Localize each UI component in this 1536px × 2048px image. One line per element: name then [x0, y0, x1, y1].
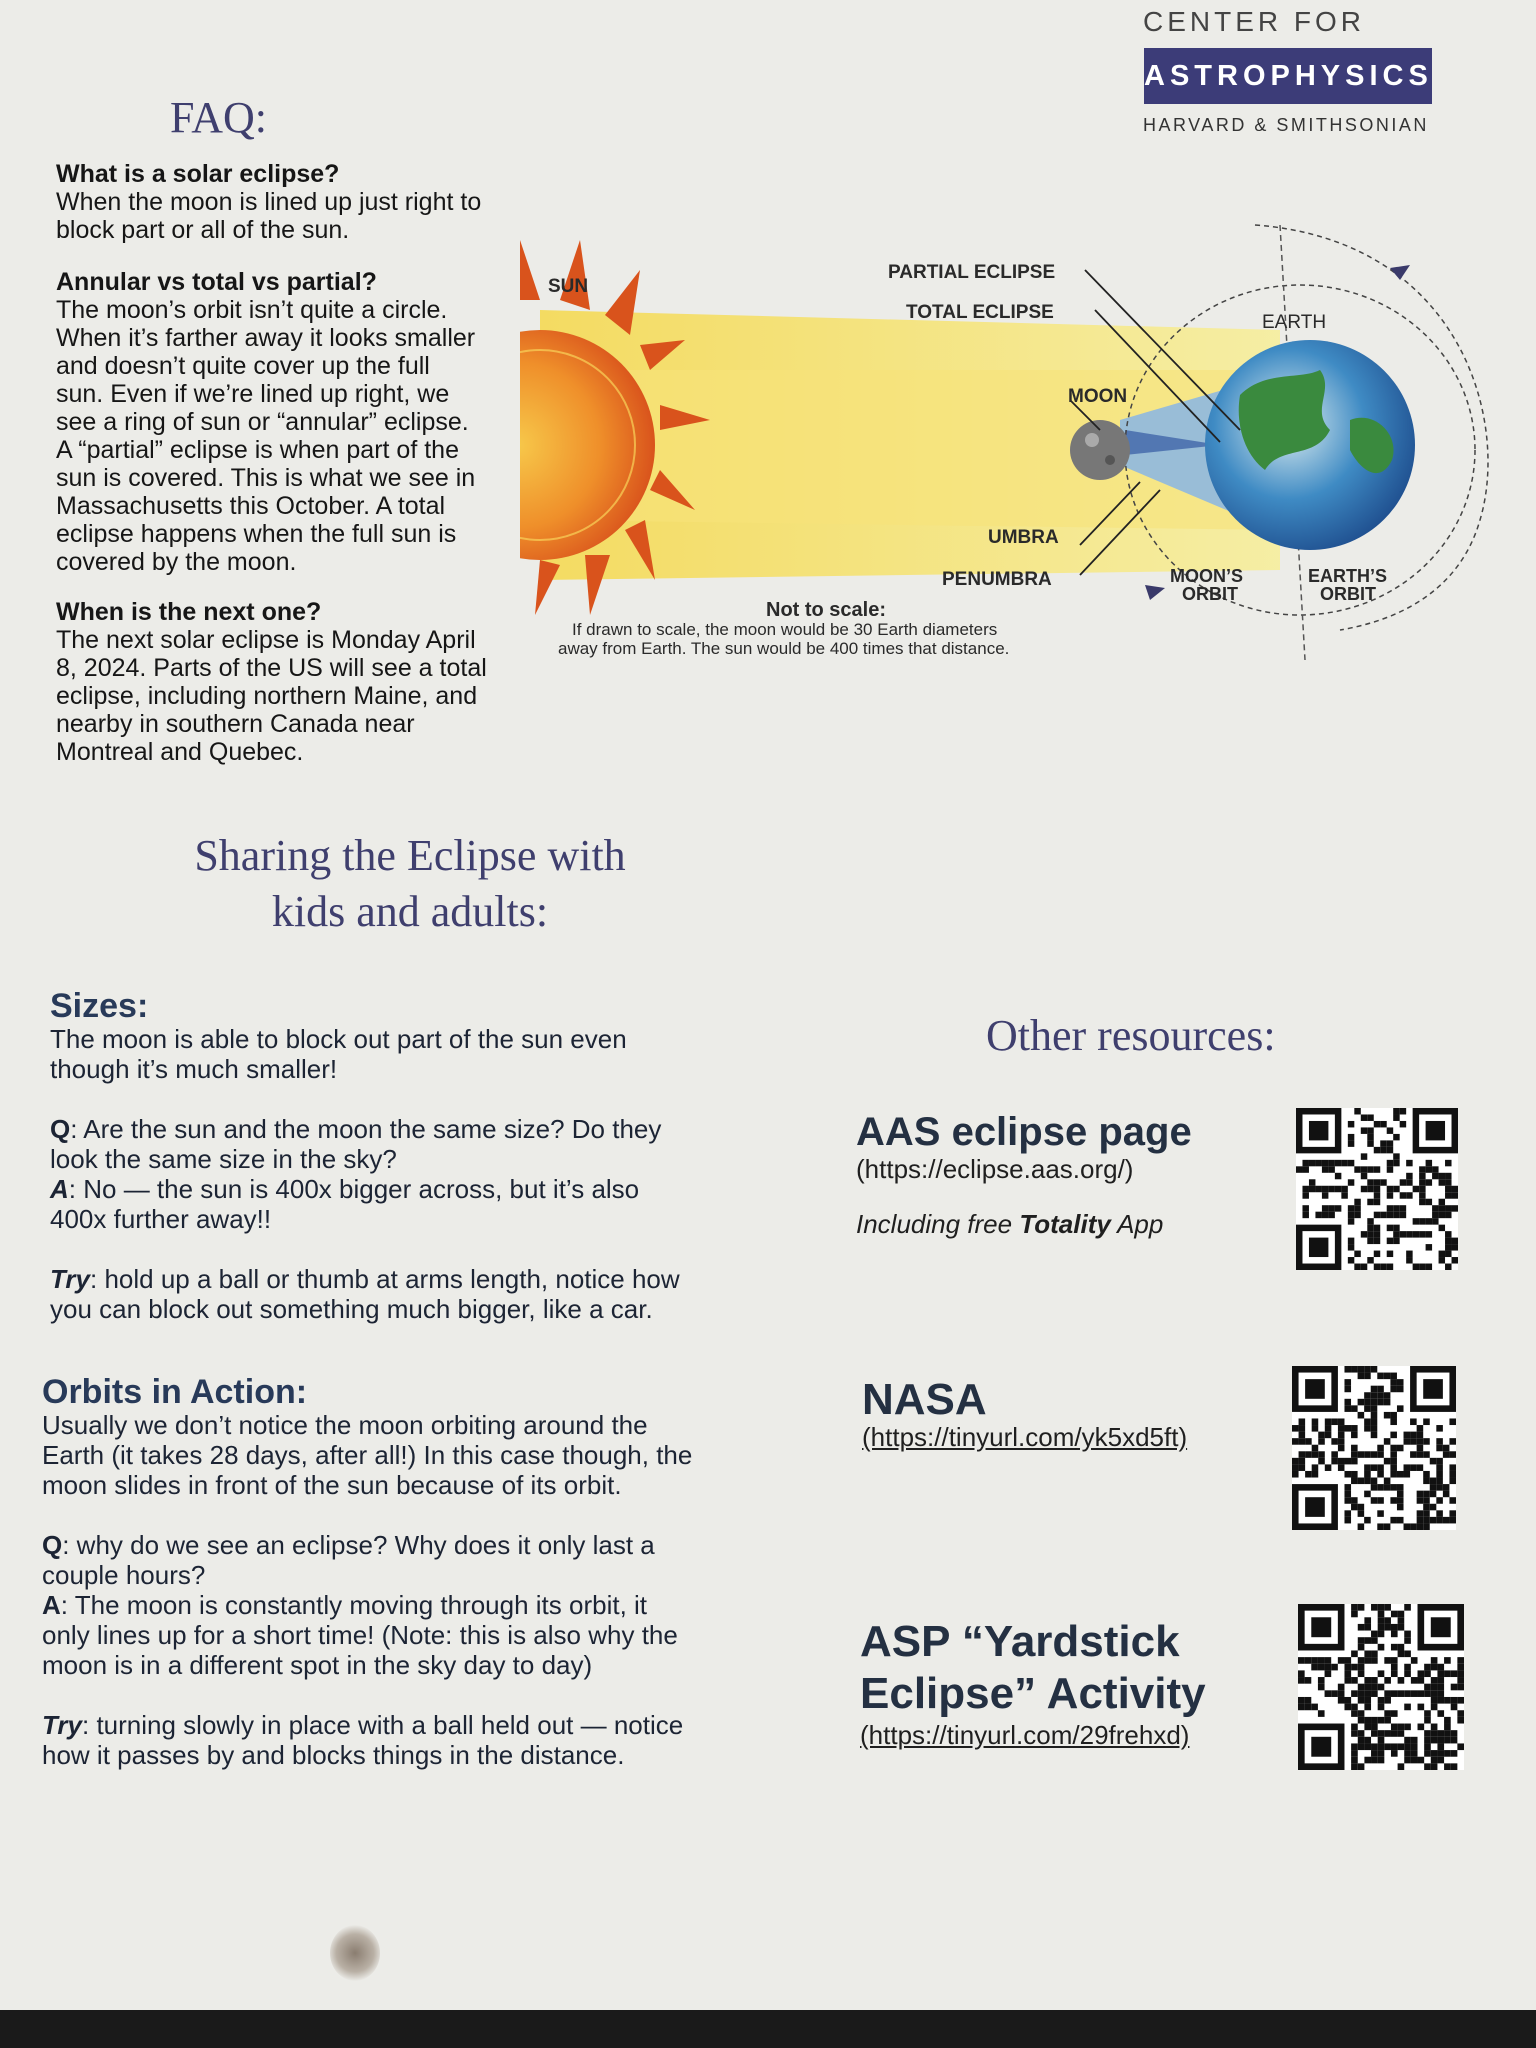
faq-answer-line: 8, 2024. Parts of the US will see a total: [56, 654, 487, 682]
sizes-heading: Sizes:: [50, 987, 149, 1025]
qr-code-asp[interactable]: [1298, 1604, 1464, 1770]
logo-center-for: CENTER FOR: [1143, 6, 1365, 37]
faq-item-3: [56, 598, 526, 766]
faq-answer-line: nearby in southern Canada near: [56, 710, 415, 738]
aas-url[interactable]: (https://eclipse.aas.org/): [856, 1154, 1134, 1184]
diagram-note-line-1: If drawn to scale, the moon would be 30 Earth diameters: [572, 620, 998, 639]
logo-harvard-smithsonian: HARVARD & SMITHSONIAN: [1143, 115, 1429, 135]
resources-heading: Other resources:: [986, 1011, 1276, 1060]
diagram-note-title: Not to scale:: [766, 599, 887, 621]
faq-question: What is a solar eclipse?: [56, 160, 340, 188]
faq-answer-line: see a ring of sun or “annular” eclipse.: [56, 408, 469, 436]
faq-question: When is the next one?: [56, 598, 322, 626]
faq-answer-line: and doesn’t quite cover up the full: [56, 352, 430, 380]
paper-spot: [330, 1925, 380, 1981]
asp-title-line-2: Eclipse” Activity: [860, 1669, 1206, 1718]
sizes-section: Sizes: The moon is able to block out part of the sun even though it’s much smaller! Q: Are the sun and the moon the same size? Do they look the same size in the sky? A: No — the sun is 400x bigger across, but it’s also 400x further away!! Try: hold up a ball or thumb at arms length, notice how you can block out something much bigger, like a car.: [50, 988, 810, 1324]
label-sun: SUN: [548, 276, 589, 297]
nasa-title: NASA: [862, 1375, 987, 1424]
faq-answer-line: eclipse, including northern Maine, and: [56, 682, 478, 710]
resource-aas: [856, 1110, 1276, 1240]
eclipse-diagram: [520, 220, 1520, 670]
logo-astrophysics: ASTROPHYSICS: [1144, 48, 1432, 104]
label-moon: MOON: [1068, 386, 1128, 407]
faq-answer-line: covered by the moon.: [56, 548, 297, 576]
label-moons-orbit-1: MOON’S: [1170, 566, 1244, 586]
orbits-section: Orbits in Action: Usually we don’t notice the moon orbiting around the Earth (it takes 28 days, after all!) In this case though, the moon slides in front of the sun because of its orbit. Q: why do we see an eclipse? Why does it only last a couple hours? A: The moon is constantly moving through its orbit, it only lines up for a short time! (Note: this is also why the moon is in a different spot in the sky day to day) Try: turning slowly in place with a ball held out — notice how it passes by and blocks things in the distance.: [42, 1374, 812, 1770]
resource-nasa: [862, 1375, 1282, 1453]
faq-answer-line: Massachusetts this October. A total: [56, 492, 446, 520]
faq-answer-line: Montreal and Quebec.: [56, 738, 304, 766]
qr-code-nasa[interactable]: [1292, 1366, 1456, 1530]
faq-answer-line: When it’s farther away it looks smaller: [56, 324, 476, 352]
label-umbra: UMBRA: [988, 527, 1059, 548]
label-moons-orbit-2: ORBIT: [1182, 584, 1238, 604]
label-earths-orbit-2: ORBIT: [1320, 584, 1376, 604]
orbits-heading: Orbits in Action:: [42, 1373, 308, 1411]
label-total-eclipse: TOTAL ECLIPSE: [906, 302, 1054, 323]
faq-answer-line: sun is covered. This is what we see in: [56, 464, 476, 492]
resource-asp: [860, 1616, 1300, 1751]
label-partial-eclipse: PARTIAL ECLIPSE: [888, 262, 1056, 283]
faq-question: Annular vs total vs partial?: [56, 268, 377, 296]
faq-answer-line: eclipse happens when the full sun is: [56, 520, 457, 548]
faq-item-1: [56, 160, 516, 244]
faq-answer-line: The next solar eclipse is Monday April: [56, 626, 476, 654]
asp-url[interactable]: (https://tinyurl.com/29frehxd): [860, 1720, 1190, 1750]
label-earth: EARTH: [1262, 312, 1327, 333]
asp-title-line-1: ASP “Yardstick: [860, 1617, 1180, 1666]
sharing-heading: Sharing the Eclipse with kids and adults:: [194, 831, 626, 936]
diagram-note-line-2: away from Earth. The sun would be 400 times that distance.: [558, 639, 1010, 658]
faq-heading: FAQ:: [170, 93, 267, 142]
faq-answer-line: A “partial” eclipse is when part of the: [56, 436, 459, 464]
qr-code-aas[interactable]: [1296, 1108, 1458, 1270]
faq-answer-line: sun. Even if we’re lined up right, we: [56, 380, 450, 408]
faq-answer-line: The moon’s orbit isn’t quite a circle.: [56, 296, 448, 324]
faq-answer-line: When the moon is lined up just right to: [56, 188, 482, 216]
aas-title: AAS eclipse page: [856, 1110, 1192, 1154]
label-earths-orbit-1: EARTH’S: [1308, 566, 1388, 586]
label-penumbra: PENUMBRA: [942, 569, 1052, 590]
nasa-url[interactable]: (https://tinyurl.com/yk5xd5ft): [862, 1422, 1188, 1452]
faq-item-2: [56, 268, 516, 576]
faq-answer-line: block part or all of the sun.: [56, 216, 350, 244]
aas-note: Including free Totality App: [856, 1209, 1164, 1239]
